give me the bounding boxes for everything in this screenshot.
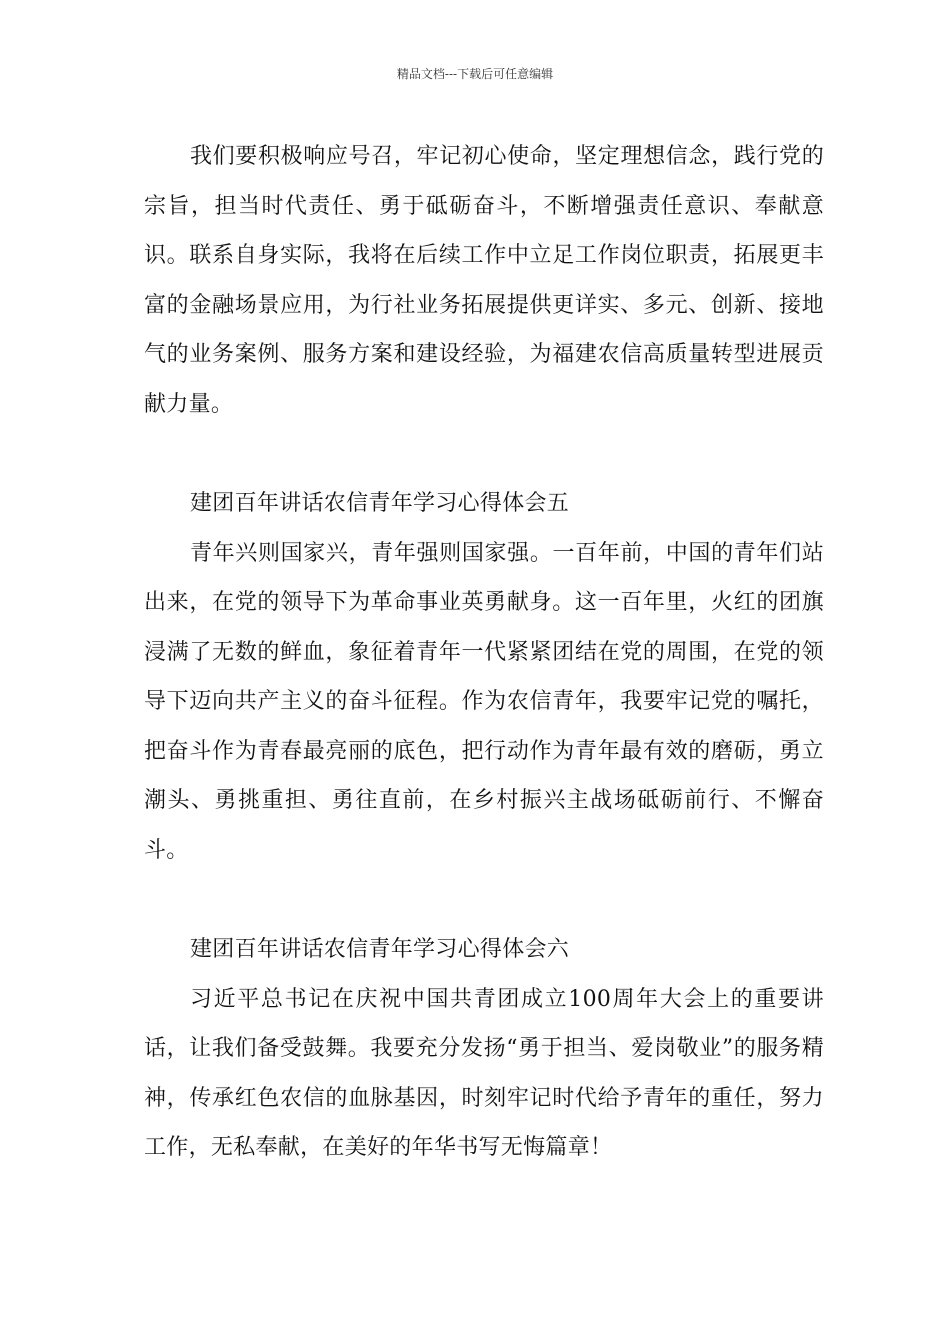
section-title-5: 建团百年讲话农信青年学习心得体会五	[190, 491, 570, 516]
section-title-6: 建团百年讲话农信青年学习心得体会六	[190, 937, 570, 962]
paragraph-6: 习近平总书记在庆祝中国共青团成立100周年大会上的重要讲话，让我们备受鼓舞。我要充分发扬“勇于担当、爱岗敬业”的服务精神，传承红色农信的血脉基因，时刻牢记时代给予青年的重任，努力工作，无私奉献，在美好的年华书写无悔篇章！	[144, 986, 824, 1160]
section-gap	[144, 875, 824, 925]
paragraph-1: 我们要积极响应号召，牢记初心使命，坚定理想信念，践行党的宗旨，担当时代责任、勇于砥砺奋斗，不断增强责任意识、奉献意识。联系自身实际，我将在后续工作中立足工作岗位职责，拓展更丰富的金融场景应用，为行社业务拓展提供更详实、多元、创新、接地气的业务案例、服务方案和建设经验，为福建农信高质量转型进展贡献力量。	[144, 144, 824, 417]
paragraph-5: 青年兴则国家兴，青年强则国家强。一百年前，中国的青年们站出来，在党的领导下为革命事业英勇献身。这一百年里，火红的团旗浸满了无数的鲜血，象征着青年一代紧紧团结在党的周围，在党的领导下迈向共产主义的奋斗征程。作为农信青年，我要牢记党的嘱托，把奋斗作为青春最亮丽的底色，把行动作为青年最有效的磨砺，勇立潮头、勇挑重担、勇往直前，在乡村振兴主战场砥砺前行、不懈奋斗。	[144, 540, 824, 863]
page-header: 精品文档---下载后可任意编辑	[396, 67, 554, 81]
document-body	[144, 132, 824, 1173]
section-gap	[144, 429, 824, 479]
